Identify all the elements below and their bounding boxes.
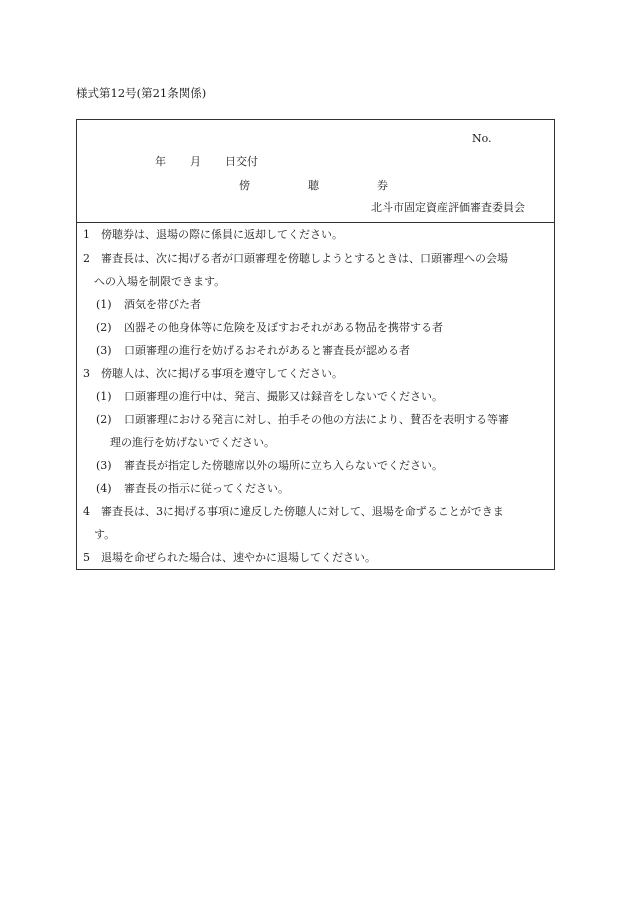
rule-text: 傍聴券は、退場の際に係員に返却してください。 <box>101 228 343 241</box>
rule-2-continuation: への入場を制限できます。 <box>94 275 226 288</box>
rule-text: 審査長は、次に掲げる者が口頭審理を傍聴しようとするときは、口頭審理への会場 <box>101 252 508 265</box>
rule-3-item-2-continuation: 理の進行を妨げないでください。 <box>110 436 275 449</box>
rule-text: 審査長は、3に掲げる事項に違反した傍聴人に対して、退場を命ずることができま <box>101 505 504 518</box>
form-number-label: 様式第12号(第21条関係) <box>76 86 207 100</box>
rule-5 <box>83 549 376 565</box>
item-text: 口頭審理における発言に対し、拍手その他の方法により、賛否を表明する等審 <box>124 413 509 426</box>
item-number: (2) <box>96 413 112 426</box>
item-text: 口頭審理の進行中は、発言、撮影又は録音をしないでください。 <box>124 390 443 403</box>
item-number: (3) <box>96 344 112 357</box>
date-month-label: 月 <box>190 155 201 168</box>
item-text: 審査長の指示に従ってください。 <box>124 482 289 495</box>
issuer-name: 北斗市固定資産評価審査委員会 <box>371 201 525 214</box>
ticket-header <box>77 120 554 223</box>
rule-4 <box>83 503 504 519</box>
rule-number: 1 <box>83 228 90 241</box>
rule-1 <box>83 226 343 242</box>
admission-ticket <box>76 119 555 570</box>
rule-2-item-3 <box>96 342 410 358</box>
rule-3-item-2 <box>96 411 509 427</box>
title-char: 聴 <box>308 179 319 192</box>
item-text: 凶器その他身体等に危険を及ぼすおそれがある物品を携帯する者 <box>124 321 443 334</box>
item-text: 酒気を帯びた者 <box>124 298 201 311</box>
rule-number: 3 <box>83 367 90 380</box>
ticket-number-label: No. <box>472 132 492 145</box>
rule-3-item-4 <box>96 480 289 496</box>
rule-2-item-2 <box>96 319 443 335</box>
ticket-title <box>239 177 388 193</box>
rule-number: 4 <box>83 505 90 518</box>
title-char: 傍 <box>239 179 250 192</box>
item-number: (4) <box>96 482 112 495</box>
rule-4-continuation: す。 <box>94 528 116 541</box>
item-text: 審査長が指定した傍聴席以外の場所に立ち入らないでください。 <box>124 459 443 472</box>
issue-date-line <box>155 153 258 169</box>
rule-3 <box>83 365 343 381</box>
rule-3-item-1 <box>96 388 443 404</box>
rule-number: 2 <box>83 252 90 265</box>
item-number: (3) <box>96 459 112 472</box>
rule-number: 5 <box>83 551 90 564</box>
item-number: (1) <box>96 298 112 311</box>
item-number: (1) <box>96 390 112 403</box>
rule-2-item-1 <box>96 296 201 312</box>
item-number: (2) <box>96 321 112 334</box>
date-day-label: 日交付 <box>225 155 258 168</box>
rule-3-item-3 <box>96 457 443 473</box>
item-text: 口頭審理の進行を妨げるおそれがあると審査長が認める者 <box>124 344 410 357</box>
rule-text: 退場を命ぜられた場合は、速やかに退場してください。 <box>101 551 376 564</box>
date-year-label: 年 <box>155 155 166 168</box>
rule-2 <box>83 250 508 266</box>
title-char: 券 <box>377 179 388 192</box>
rule-text: 傍聴人は、次に掲げる事項を遵守してください。 <box>101 367 343 380</box>
